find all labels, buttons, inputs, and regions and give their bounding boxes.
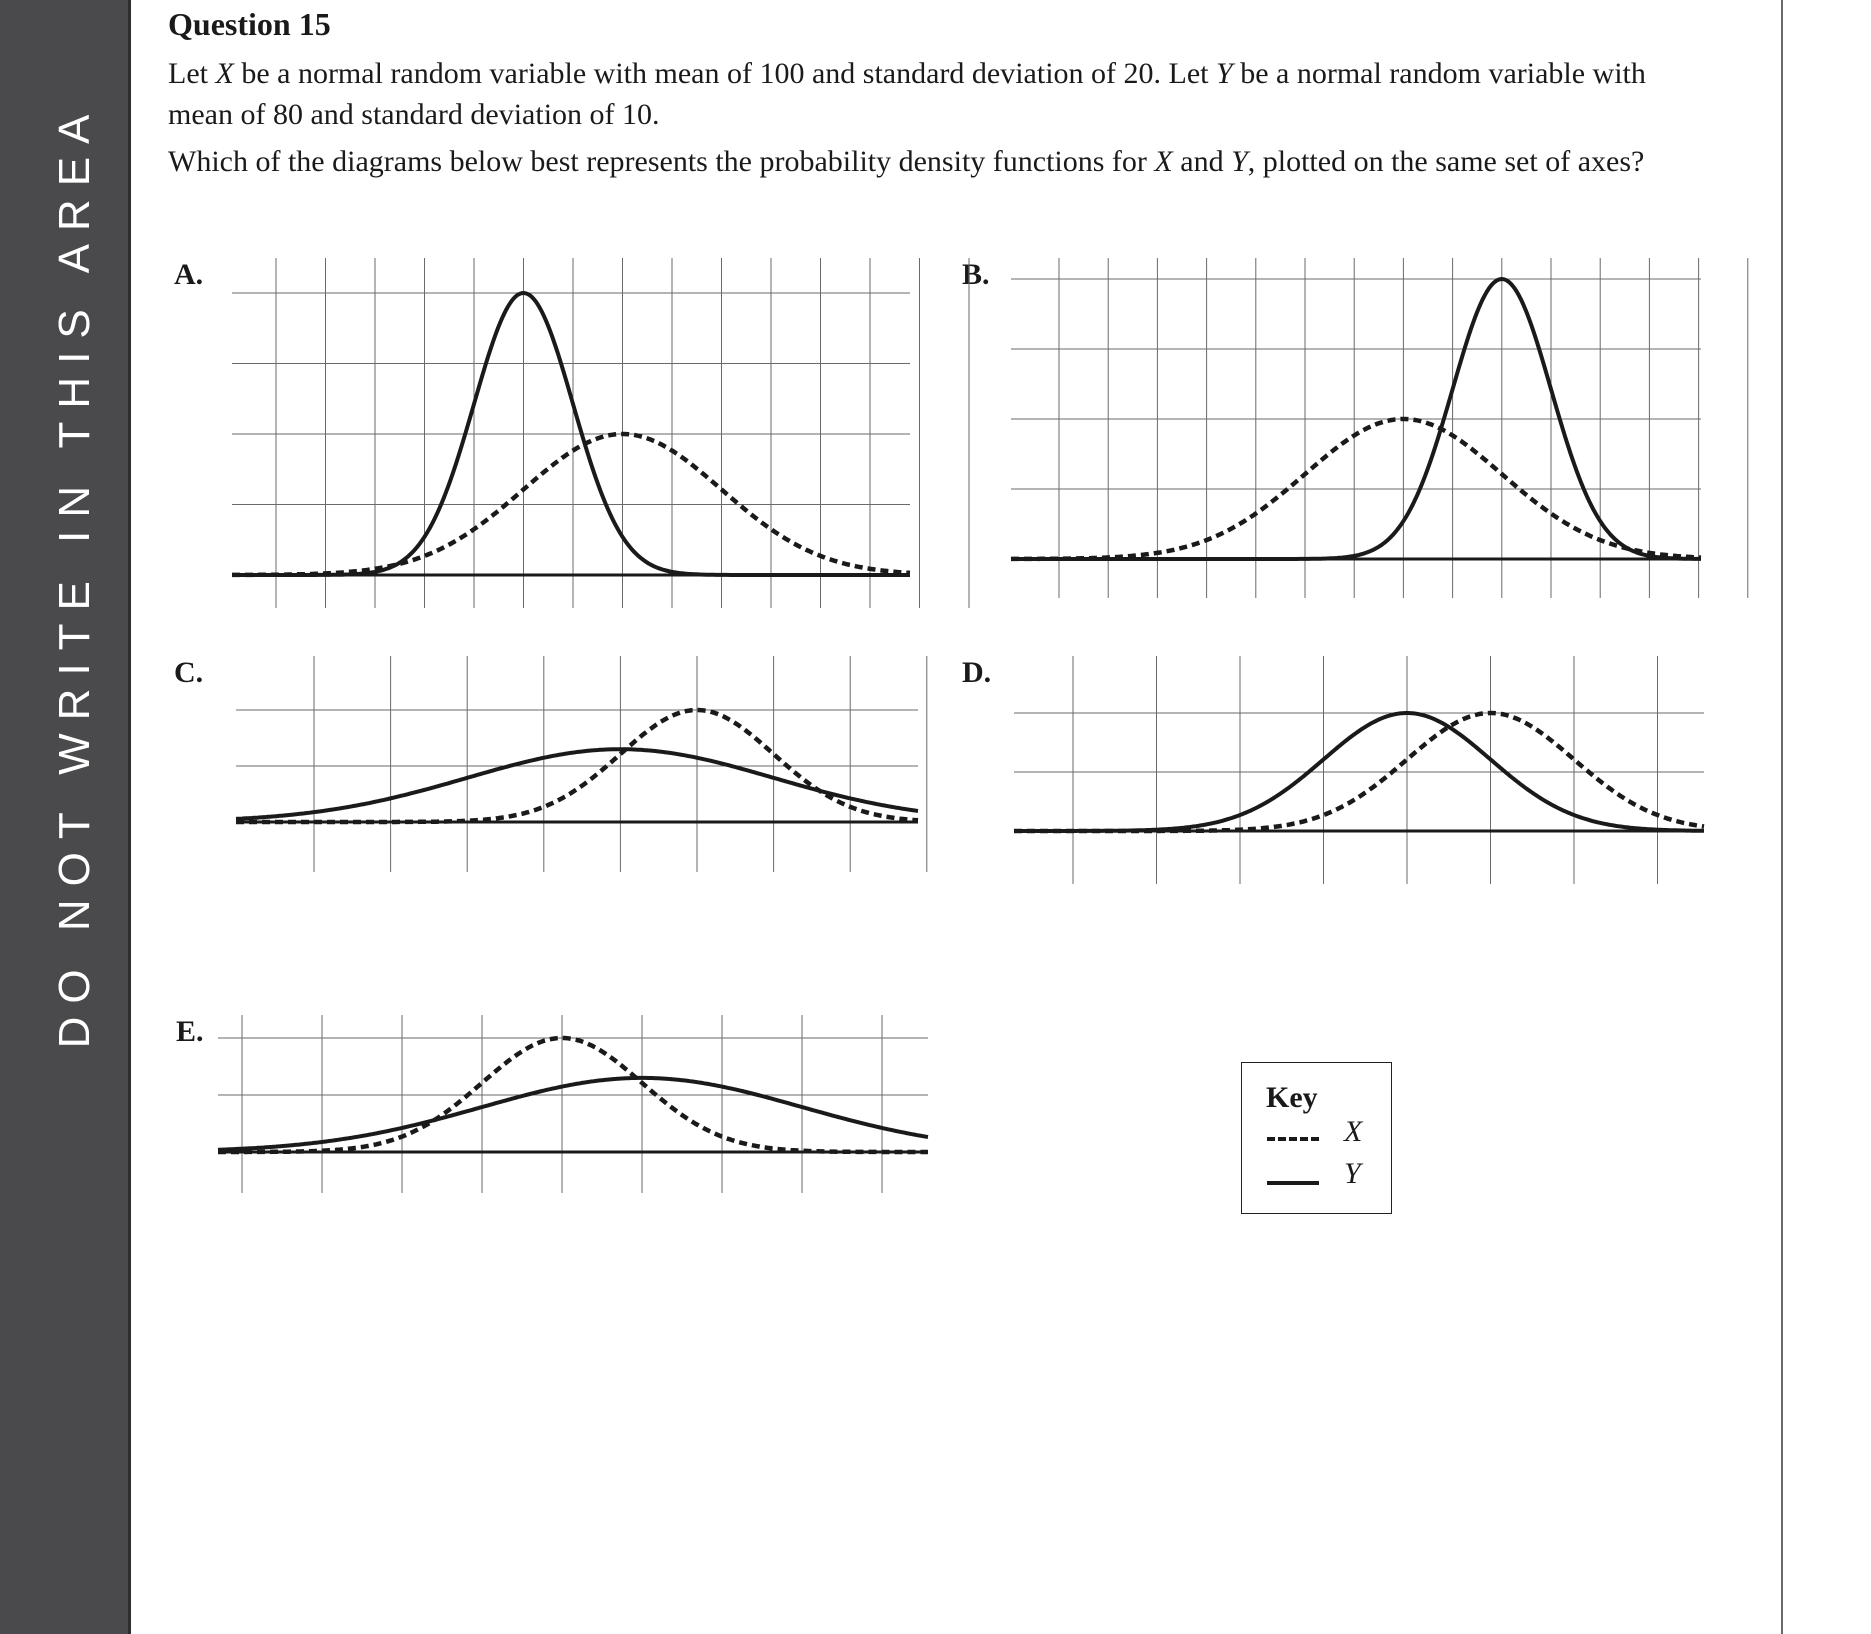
option-b-label: B. xyxy=(962,258,990,291)
variable-x: X xyxy=(215,57,234,90)
option-a-label: A. xyxy=(174,258,204,291)
option-c-graph xyxy=(236,656,920,872)
option-b-graph xyxy=(1011,258,1703,598)
variable-y: Y xyxy=(1231,145,1248,178)
question-title: Question 15 xyxy=(168,6,331,42)
option-a-graph xyxy=(232,258,912,608)
do-not-write-notice: DO NOT WRITE IN THIS AREA xyxy=(50,101,99,1049)
prompt-text: and xyxy=(1172,145,1232,178)
right-margin-rule xyxy=(1781,0,1783,1634)
y-density-curve xyxy=(218,1078,928,1150)
option-e-graph xyxy=(218,1015,930,1193)
variable-x: X xyxy=(1154,145,1173,178)
key-y-label: Y xyxy=(1344,1157,1361,1190)
dashed-line-swatch xyxy=(1267,1137,1319,1141)
stem-text: be a normal random variable with mean of 80 and standard deviation of 10. xyxy=(168,57,1646,131)
stem-text: Let xyxy=(168,57,216,90)
y-density-curve xyxy=(236,749,918,819)
question-stem xyxy=(168,53,1708,135)
question-prompt xyxy=(168,141,1708,182)
prompt-text: , plotted on the same set of axes? xyxy=(1247,145,1645,178)
solid-line-swatch xyxy=(1267,1181,1319,1185)
key-x-label: X xyxy=(1344,1115,1363,1148)
variable-y: Y xyxy=(1216,57,1233,90)
option-e-label: E. xyxy=(176,1015,204,1048)
option-d-label: D. xyxy=(962,656,992,689)
margin-sidebar xyxy=(0,0,131,1634)
option-d-graph xyxy=(1014,656,1704,884)
option-c-label: C. xyxy=(174,656,204,689)
legend-key xyxy=(1241,1062,1392,1214)
stem-text: be a normal random variable with mean of 100 and standard deviation of 20. Let xyxy=(233,57,1217,90)
prompt-text: Which of the diagrams below best represents the probability density functions for xyxy=(168,145,1155,178)
key-title: Key xyxy=(1266,1081,1318,1114)
